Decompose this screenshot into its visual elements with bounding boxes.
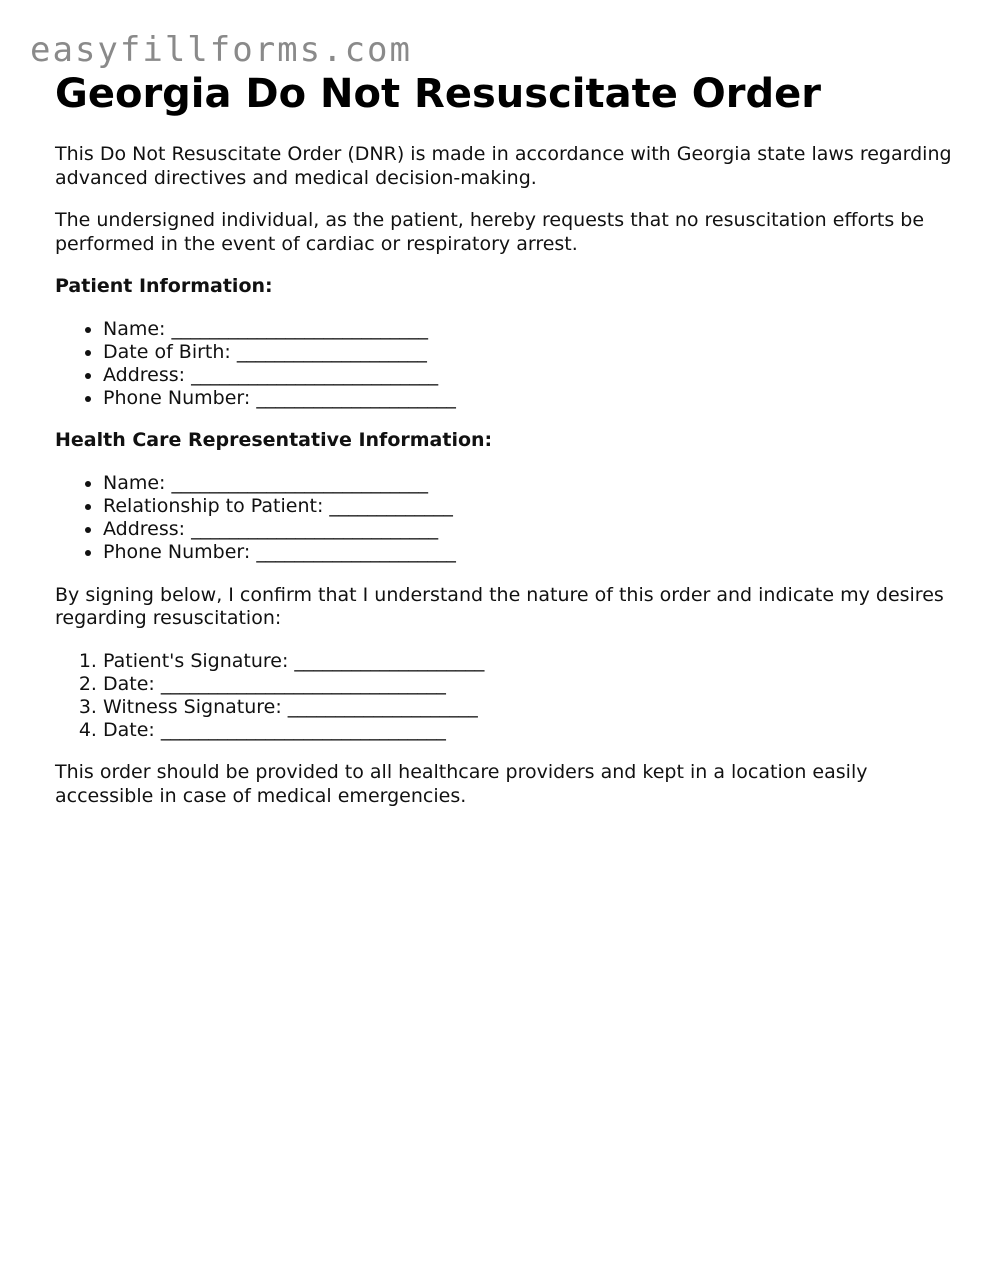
witness-date-field: 4. Date: ______________________________ [103,719,955,742]
patient-name-field: • Name: ___________________________ [103,318,955,341]
document-title: Georgia Do Not Resuscitate Order [55,71,821,117]
patient-info-list [55,318,955,411]
patient-phone-field: • Phone Number: _____________________ [103,387,955,410]
patient-date-field: 2. Date: ______________________________ [103,673,955,696]
watermark: easyfillforms.com [30,30,412,70]
confirmation-paragraph: By signing below, I confirm that I understand the nature of this order and indicate my desires regarding resuscitation: [55,583,944,630]
representative-info-list [55,472,955,565]
signature-list [55,650,955,743]
patient-address-field: • Address: __________________________ [103,364,955,387]
patient-dob-field: • Date of Birth: ____________________ [103,341,955,364]
representative-info-heading: Health Care Representative Information: [55,429,493,452]
representative-name-field: • Name: ___________________________ [103,472,955,495]
patient-signature-field: 1. Patient's Signature: ____________________ [103,650,955,673]
representative-address-field: • Address: __________________________ [103,518,955,541]
representative-phone-field: • Phone Number: _____________________ [103,541,955,564]
intro-paragraph: This Do Not Resuscitate Order (DNR) is made in accordance with Georgia state laws regarding advanced directives and medical decision-making. [55,143,952,189]
witness-signature-field: 3. Witness Signature: ____________________ [103,696,955,719]
representative-relationship-field: • Relationship to Patient: _____________ [103,495,955,518]
request-paragraph: The undersigned individual, as the patient, hereby requests that no resuscitation efforts be performed in the event of cardiac or respiratory arrest. [55,209,925,255]
patient-info-heading: Patient Information: [55,275,273,297]
document-body [55,70,955,808]
closing-paragraph: This order should be provided to all healthcare providers and kept in a location easily accessible in case of medical emergencies. [55,761,868,807]
